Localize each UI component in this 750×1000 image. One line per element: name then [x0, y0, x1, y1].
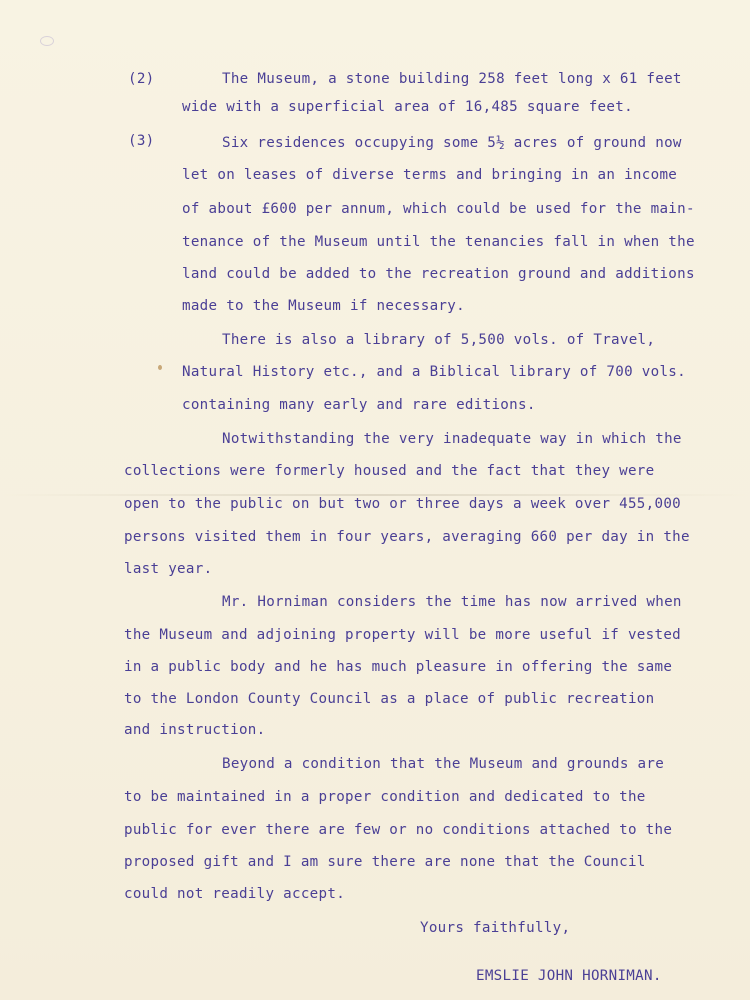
paragraph-line: open to the public on but two or three days a week over 455,000	[124, 496, 682, 512]
closing: Yours faithfully,	[420, 920, 571, 936]
paragraph-line: Notwithstanding the very inadequate way in which the	[222, 431, 682, 447]
paper-mark	[40, 36, 54, 46]
paragraph-line: persons visited them in four years, averaging 660 per day in the	[124, 529, 690, 545]
item-number: (2)	[128, 71, 155, 87]
paragraph-line: Mr. Horniman considers the time has now arrived when	[222, 594, 682, 610]
paragraph-line: public for ever there are few or no conditions attached to the	[124, 822, 673, 838]
item-line: made to the Museum if necessary.	[182, 298, 465, 314]
paragraph-line: and instruction.	[124, 722, 266, 738]
paragraph-line: There is also a library of 5,500 vols. of Travel,	[222, 332, 656, 348]
item-line: tenance of the Museum until the tenancies fall in when the	[182, 234, 695, 250]
item-line: land could be added to the recreation ground and additions	[182, 266, 695, 282]
ink-spot	[158, 365, 162, 370]
item-line: The Museum, a stone building 258 feet long x 61 feet	[222, 71, 682, 87]
paragraph-line: containing many early and rare editions.	[182, 397, 536, 413]
signature: EMSLIE JOHN HORNIMAN.	[476, 968, 662, 984]
item-line: wide with a superficial area of 16,485 square feet.	[182, 99, 633, 115]
paragraph-line: could not readily accept.	[124, 886, 346, 902]
item-line: of about £600 per annum, which could be used for the main-	[182, 201, 695, 217]
paragraph-line: proposed gift and I am sure there are none that the Council	[124, 854, 646, 870]
paragraph-line: last year.	[124, 561, 213, 577]
item-line: let on leases of diverse terms and bringing in an income	[182, 167, 678, 183]
item-number: (3)	[128, 133, 155, 149]
paragraph-line: to be maintained in a proper condition and dedicated to the	[124, 789, 646, 805]
paragraph-line: in a public body and he has much pleasure in offering the same	[124, 659, 673, 675]
paragraph-line: Beyond a condition that the Museum and grounds are	[222, 756, 665, 772]
paragraph-line: the Museum and adjoining property will be more useful if vested	[124, 627, 682, 643]
paragraph-line: collections were formerly housed and the fact that they were	[124, 463, 655, 479]
paragraph-line: Natural History etc., and a Biblical library of 700 vols.	[182, 364, 686, 380]
item-line: Six residences occupying some 5½ acres of ground now	[222, 135, 682, 151]
paragraph-line: to the London County Council as a place of public recreation	[124, 691, 655, 707]
